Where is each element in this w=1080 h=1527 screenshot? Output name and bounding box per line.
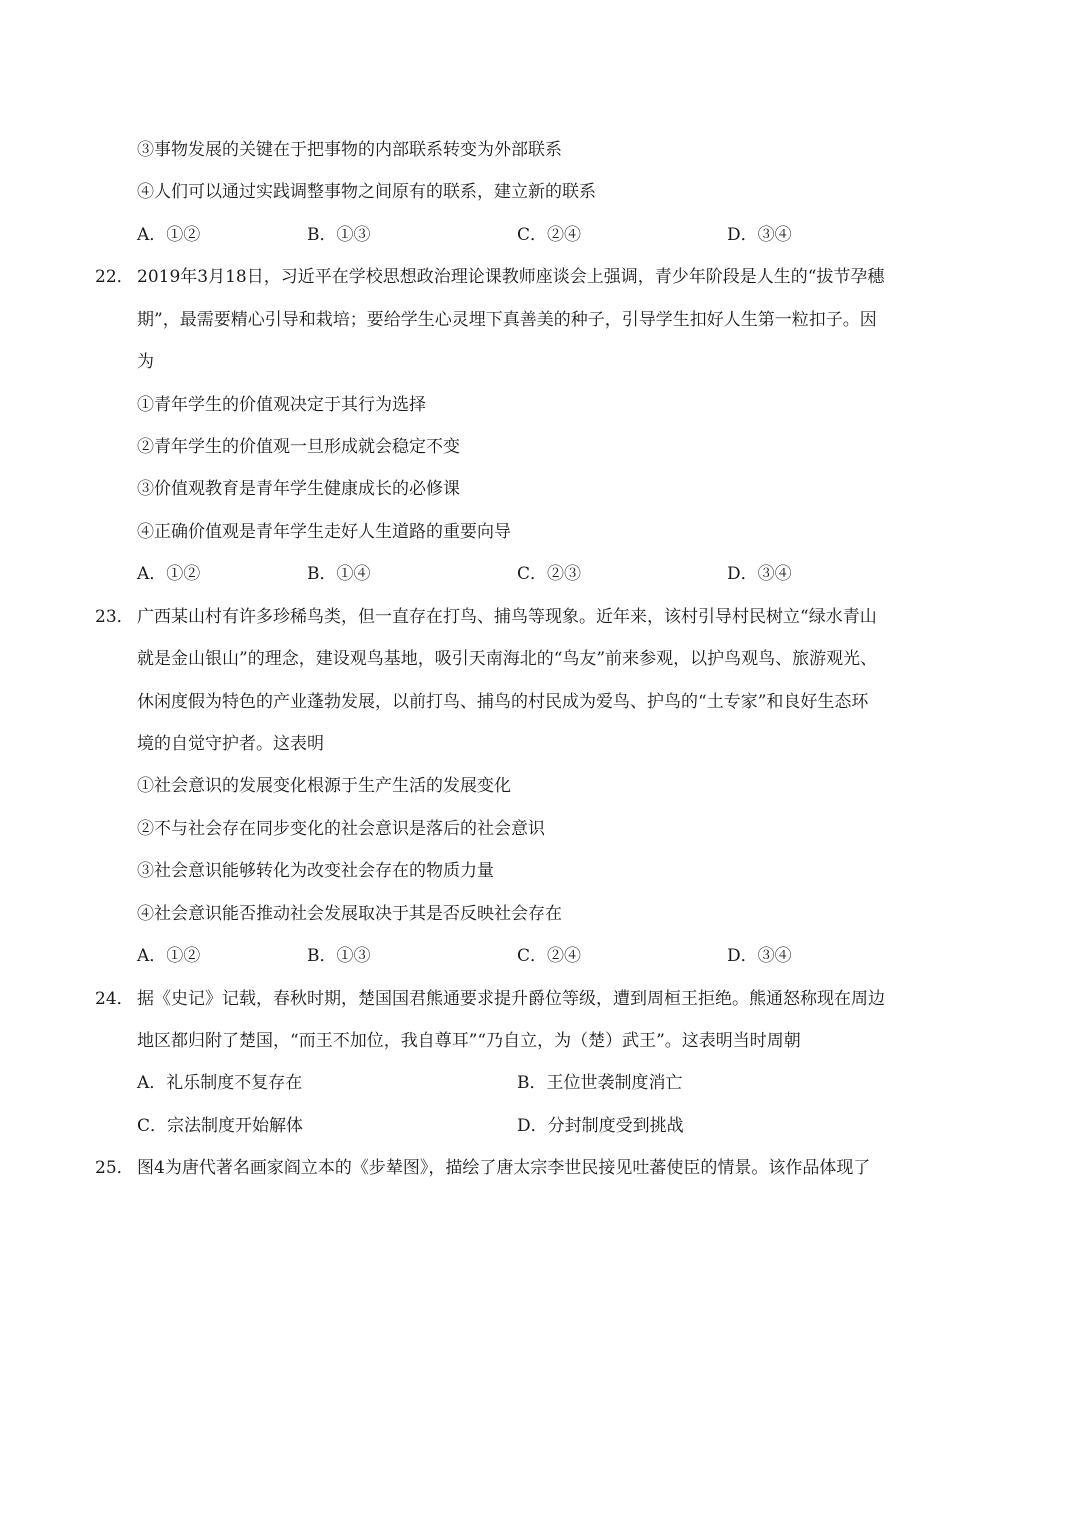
q23-option-d[interactable]: D．③④ xyxy=(727,946,792,966)
q24-option-c[interactable]: C．宗法制度开始解体 xyxy=(137,1116,304,1136)
q24-stem-text-1: 据《史记》记载，春秋时期，楚国国君熊通要求提升爵位等级，遭到周桓王拒绝。熊通怒称现在周边 xyxy=(137,989,885,1009)
q23-option-c[interactable]: C．②④ xyxy=(517,946,582,966)
q23-item-2: ②不与社会存在同步变化的社会意识是落后的社会意识 xyxy=(137,819,545,839)
q25-number: 25． xyxy=(95,1158,134,1178)
q23-stem-line-4: 境的自觉守护者。这表明 xyxy=(137,734,324,754)
q21-item-3: ③事物发展的关键在于把事物的内部联系转变为外部联系 xyxy=(137,140,562,160)
q25-stem-text-1: 图4为唐代著名画家阎立本的《步辇图》，描绘了唐太宗李世民接见吐蕃使臣的情景。该作品体现了 xyxy=(137,1158,871,1178)
q22-option-c[interactable]: C．②③ xyxy=(517,564,582,584)
q23-stem-line-3: 休闲度假为特色的产业蓬勃发展，以前打鸟、捕鸟的村民成为爱鸟、护鸟的“土专家”和良好生态环 xyxy=(137,692,869,712)
q22-option-a[interactable]: A．①② xyxy=(137,564,201,584)
q21-option-a[interactable]: A．①② xyxy=(137,225,201,245)
q22-option-b[interactable]: B．①④ xyxy=(307,564,371,584)
q22-option-d[interactable]: D．③④ xyxy=(727,564,792,584)
q22-item-3: ③价值观教育是青年学生健康成长的必修课 xyxy=(137,479,460,499)
q23-item-4: ④社会意识能否推动社会发展取决于其是否反映社会存在 xyxy=(137,904,562,924)
q23-item-3: ③社会意识能够转化为改变社会存在的物质力量 xyxy=(137,861,494,881)
q24-option-d[interactable]: D．分封制度受到挑战 xyxy=(517,1116,684,1136)
q24-stem-line-1 xyxy=(95,987,885,1011)
q25-stem-line-1 xyxy=(95,1156,870,1180)
q23-item-1: ①社会意识的发展变化根源于生产生活的发展变化 xyxy=(137,776,511,796)
q23-stem-line-2: 就是金山银山”的理念，建设观鸟基地，吸引天南海北的“鸟友”前来参观，以护鸟观鸟、旅游观光、 xyxy=(137,649,878,669)
q24-option-a[interactable]: A．礼乐制度不复存在 xyxy=(137,1073,303,1093)
q23-stem-text-1: 广西某山村有许多珍稀鸟类，但一直存在打鸟、捕鸟等现象。近年来，该村引导村民树立“绿水青山 xyxy=(137,607,877,627)
q22-stem-text-1: 2019年3月18日，习近平在学校思想政治理论课教师座谈会上强调，青少年阶段是人生的“拔节孕穗 xyxy=(137,267,885,287)
q22-stem-line-1 xyxy=(95,265,884,289)
q23-option-b[interactable]: B．①③ xyxy=(307,946,371,966)
q23-option-a[interactable]: A．①② xyxy=(137,946,201,966)
q22-item-1: ①青年学生的价值观决定于其行为选择 xyxy=(137,395,426,415)
q21-option-b[interactable]: B．①③ xyxy=(307,225,371,245)
q22-number: 22． xyxy=(95,267,134,287)
q24-option-b[interactable]: B．王位世袭制度消亡 xyxy=(517,1073,683,1093)
q22-item-2: ②青年学生的价值观一旦形成就会稳定不变 xyxy=(137,437,460,457)
q21-item-4: ④人们可以通过实践调整事物之间原有的联系，建立新的联系 xyxy=(137,182,596,202)
q22-item-4: ④正确价值观是青年学生走好人生道路的重要向导 xyxy=(137,522,511,542)
q21-option-c[interactable]: C．②④ xyxy=(517,225,582,245)
q24-stem-line-2: 地区都归附了楚国，“而王不加位，我自尊耳”“乃自立，为（楚）武王”。这表明当时周朝 xyxy=(137,1031,801,1051)
q21-option-d[interactable]: D．③④ xyxy=(727,225,792,245)
q23-number: 23． xyxy=(95,607,134,627)
q24-number: 24． xyxy=(95,989,134,1009)
q22-stem-line-2: 期”，最需要精心引导和栽培；要给学生心灵埋下真善美的种子，引导学生扣好人生第一粒扣子。因 xyxy=(137,310,877,330)
q23-stem-line-1 xyxy=(95,605,877,629)
q22-stem-line-3: 为 xyxy=(137,352,154,372)
